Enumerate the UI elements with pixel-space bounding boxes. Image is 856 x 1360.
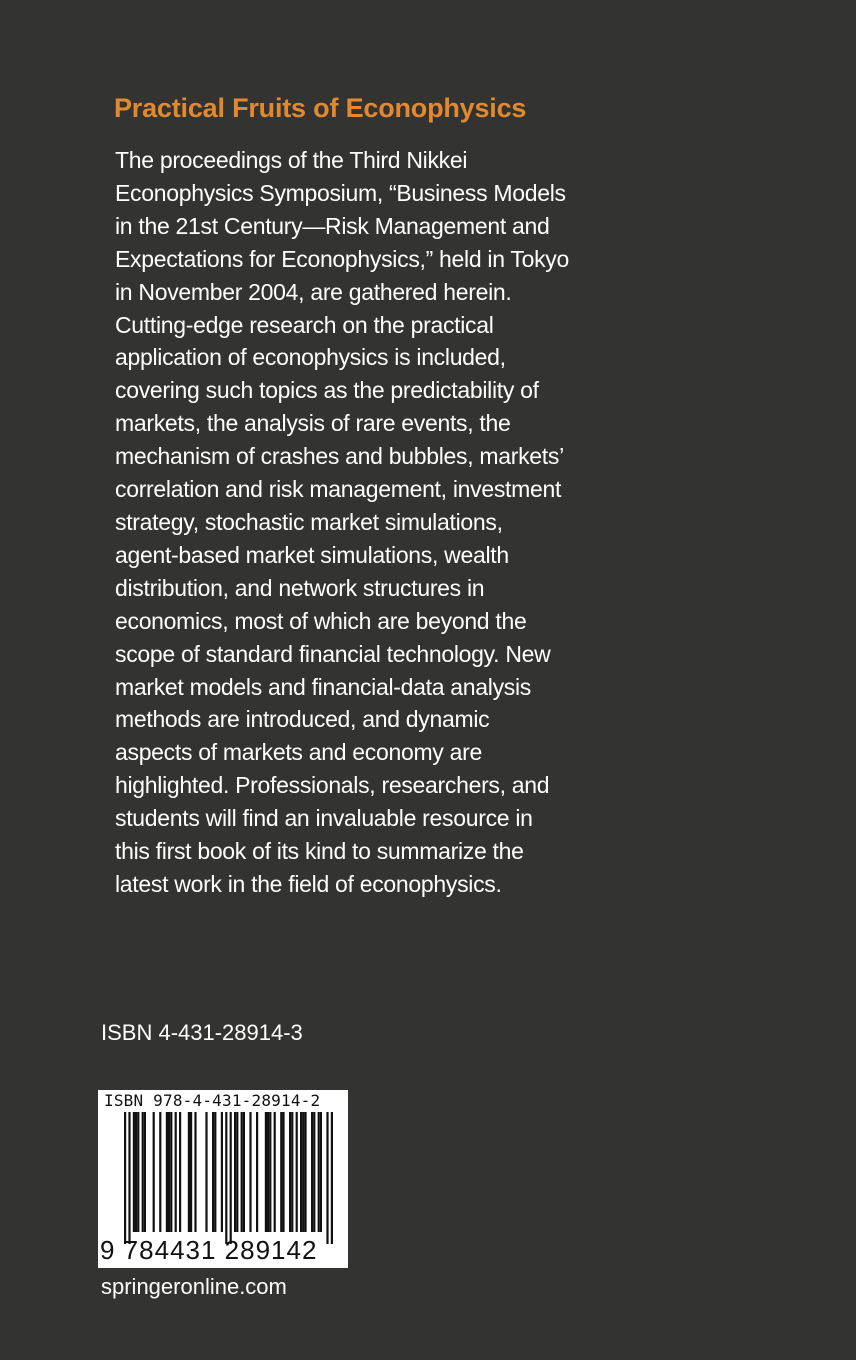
barcode-bar [243, 1112, 245, 1232]
barcode-bar [170, 1112, 172, 1232]
barcode-bar [205, 1112, 207, 1232]
description-line: Expectations for Econophysics,” held in Tokyo [115, 245, 569, 272]
description-line: Cutting-edge research on the practical [115, 311, 494, 338]
barcode-bar [124, 1112, 126, 1244]
barcode-bar [168, 1112, 170, 1232]
barcode-bar [230, 1112, 232, 1244]
barcode-bar [190, 1112, 192, 1232]
description-line: application of econophysics is included, [115, 344, 506, 371]
description-line: economics, most of which are beyond the [115, 607, 527, 634]
barcode-bar [188, 1112, 190, 1232]
description-line: scope of standard financial technology. New [115, 640, 551, 667]
barcode-bar [282, 1112, 284, 1232]
barcode-bar [144, 1112, 146, 1232]
barcode-bar [236, 1112, 238, 1232]
barcode-bar [326, 1112, 328, 1244]
isbn-10: ISBN 4-431-28914-3 [101, 1020, 303, 1045]
description-line: covering such topics as the predictability of [115, 377, 539, 404]
description-line: market models and financial-data analysis [115, 673, 531, 700]
barcode-isbn-label: ISBN 978-4-431-28914-2 [104, 1091, 321, 1110]
book-heading: Practical Fruits of Econophysics [114, 93, 527, 123]
barcode-bar [267, 1112, 269, 1232]
barcode-bar [175, 1112, 177, 1232]
description-line: aspects of markets and economy are [115, 739, 482, 766]
barcode-bar [274, 1112, 276, 1232]
barcode-digits: 9 784431 289142 [100, 1235, 318, 1265]
publisher-website: springeronline.com [101, 1274, 287, 1299]
book-description [115, 144, 615, 901]
description-line: markets, the analysis of rare events, the [115, 410, 511, 437]
barcode-bar [241, 1112, 243, 1232]
description-line: agent-based market simulations, wealth [115, 541, 509, 568]
barcode-bar [142, 1112, 144, 1232]
barcode-bar [311, 1112, 313, 1232]
barcode-bar [280, 1112, 282, 1232]
description-line: in the 21st Century—Risk Management and [115, 212, 550, 239]
barcode-bar [331, 1112, 333, 1244]
description-line: correlation and risk management, investment [115, 476, 562, 503]
barcode-bar [137, 1112, 139, 1232]
barcode-bar [302, 1112, 304, 1232]
description-line: in November 2004, are gathered herein. [115, 278, 512, 305]
barcode-bar [313, 1112, 315, 1232]
barcode-bar [249, 1112, 251, 1232]
barcode-bar [128, 1112, 130, 1244]
barcode-bar [320, 1112, 322, 1232]
barcode-bar [256, 1112, 258, 1232]
description-line: mechanism of crashes and bubbles, markets’ [115, 443, 564, 470]
barcode-bar [304, 1112, 306, 1232]
barcode-box [98, 1090, 348, 1268]
description-line: methods are introduced, and dynamic [115, 706, 490, 733]
barcode-bar [153, 1112, 155, 1232]
barcode-bar [135, 1112, 137, 1232]
description-line: highlighted. Professionals, researchers, and [115, 772, 550, 799]
description-line: Econophysics Symposium, “Business Models [115, 179, 566, 206]
barcode-bar [159, 1112, 161, 1232]
barcode-bar [179, 1112, 181, 1232]
barcode-bar [265, 1112, 267, 1232]
barcode-bar [225, 1112, 227, 1244]
barcode-bar [214, 1112, 216, 1232]
description-line: latest work in the field of econophysics. [115, 870, 502, 897]
barcode-bar [234, 1112, 236, 1232]
barcode-bar [296, 1112, 298, 1232]
barcode-bar [300, 1112, 302, 1232]
barcode-bar [194, 1112, 196, 1232]
barcode-bar [269, 1112, 271, 1232]
barcode-bar [133, 1112, 135, 1232]
barcode-bar [221, 1112, 223, 1232]
barcode-bar [166, 1112, 168, 1232]
barcode-bar [291, 1112, 293, 1232]
description-line: distribution, and network structures in [115, 574, 485, 601]
barcode-bar [289, 1112, 291, 1232]
description-line: strategy, stochastic market simulations, [115, 508, 503, 535]
description-line: this first book of its kind to summarize the [115, 838, 524, 865]
description-line: students will find an invaluable resource in [115, 805, 533, 832]
barcode-bar [318, 1112, 320, 1232]
barcode-bar [212, 1112, 214, 1232]
description-line: The proceedings of the Third Nikkei [115, 147, 468, 173]
